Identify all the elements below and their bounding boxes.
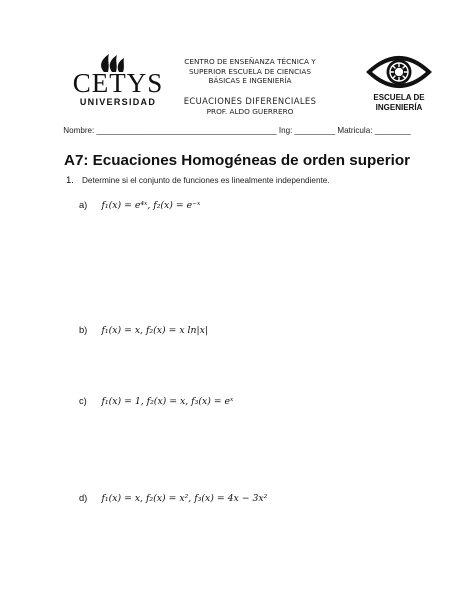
item-expression: f₁(x) = e⁴ˣ, f₂(x) = e⁻ˣ bbox=[101, 200, 201, 211]
question-item bbox=[79, 488, 267, 504]
header-text bbox=[165, 57, 335, 117]
item-expression: f₁(x) = 1, f₂(x) = x, f₃(x) = eˣ bbox=[101, 396, 234, 407]
school-logo-line: INGENIERÍA bbox=[375, 102, 423, 112]
question-item bbox=[79, 195, 200, 211]
student-info-line: Nombre: ________________________________________ Ing: _________ Matricula: ________ bbox=[63, 126, 411, 135]
item-label: b) bbox=[79, 325, 88, 335]
item-label: a) bbox=[79, 200, 88, 210]
professor-name: PROF. ALDO GUERRERO bbox=[206, 107, 294, 117]
question-item bbox=[79, 320, 208, 336]
institution-line: BÁSICAS E INGENIERÍA bbox=[208, 76, 292, 86]
school-logo bbox=[366, 52, 432, 114]
item-expression: f₁(x) = x, f₂(x) = x², f₃(x) = 4x − 3x² bbox=[101, 493, 268, 504]
page-title: A7: Ecuaciones Homogéneas de orden superior bbox=[63, 152, 411, 169]
item-label: d) bbox=[79, 493, 88, 503]
school-logo-line: ESCUELA DE bbox=[373, 93, 425, 102]
question-text: Determine si el conjunto de funciones es linealmente independiente. bbox=[82, 176, 330, 185]
item-expression: f₁(x) = x, f₂(x) = x ln|x| bbox=[101, 325, 209, 336]
institution-line: SUPERIOR ESCUELA DE CIENCIAS bbox=[189, 66, 311, 76]
brand-name: CETYS bbox=[72, 68, 164, 98]
course-name: ECUACIONES DIFERENCIALES bbox=[183, 95, 317, 106]
question-number: 1. bbox=[66, 175, 74, 186]
brand-subtitle: UNIVERSIDAD bbox=[79, 97, 157, 107]
item-label: c) bbox=[79, 396, 87, 406]
school-logo-text bbox=[366, 93, 432, 112]
eye-icon bbox=[366, 52, 432, 92]
institution-line: CENTRO DE ENSEÑANZA TÉCNICA Y bbox=[184, 57, 316, 66]
cetys-logo bbox=[66, 52, 170, 108]
question-item bbox=[79, 391, 233, 407]
